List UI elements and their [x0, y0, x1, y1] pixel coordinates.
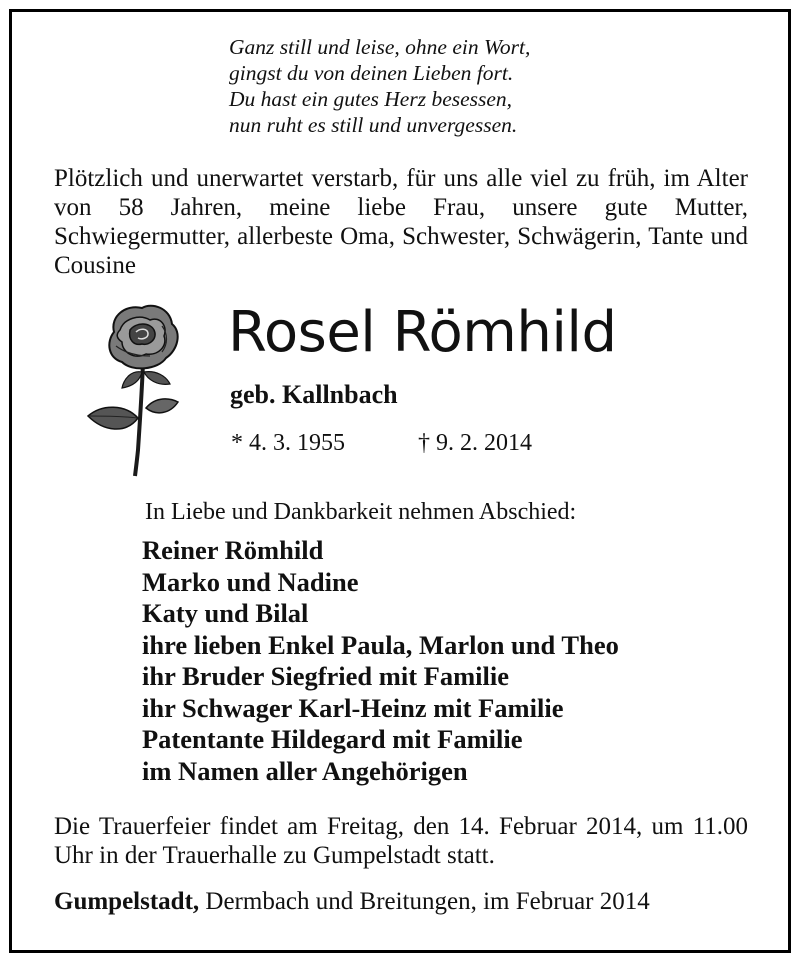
mourner-entry: Marko und Nadine [142, 566, 359, 597]
mourner-entry: Patentante Hildegard mit Familie [142, 724, 523, 754]
rose-icon [80, 300, 200, 480]
mourner-entry: ihr Schwager Karl-Heinz mit Familie [142, 692, 564, 723]
birth-date: * 4. 3. 1955 [231, 430, 345, 456]
mourners-list [142, 535, 619, 787]
mourner-entry: ihr Bruder Siegfried mit Familie [142, 661, 510, 691]
intro-paragraph: Plötzlich und unerwartet verstarb, für uns alle viel zu früh, im Alter von 58 Jahren, meine liebe Frau, unsere gute Mutter, Schwiegermutter, allerbeste Oma, Schwester, Schwägerin, Tante und Cousine [54, 165, 748, 279]
closing-place: Gumpelstadt, [54, 888, 200, 915]
funeral-info: Die Trauerfeier findet am Freitag, den 14. Februar 2014, um 11.00 Uhr in der Trauerhalle zu Gumpelstadt statt. [54, 813, 748, 869]
maiden-name: geb. Kallnbach [230, 380, 398, 409]
closing-rest: Dermbach und Breitungen, im Februar 2014 [199, 888, 650, 915]
memorial-verse [229, 34, 530, 138]
mourner-entry: im Namen aller Angehörigen [142, 755, 468, 786]
mourner-entry: Katy und Bilal [142, 598, 309, 628]
verse-line: gingst du von deinen Lieben fort. [229, 61, 514, 85]
mourner-entry: Reiner Römhild [142, 535, 324, 565]
mourner-entry: ihre lieben Enkel Paula, Marlon und Theo [142, 629, 619, 660]
farewell-line: In Liebe und Dankbarkeit nehmen Abschied: [145, 499, 577, 525]
death-date: † 9. 2. 2014 [418, 430, 532, 456]
verse-line: nun ruht es still und unvergessen. [229, 113, 518, 137]
verse-line: Du hast ein gutes Herz besessen, [229, 87, 513, 111]
verse-line: Ganz still und leise, ohne ein Wort, [229, 35, 531, 59]
closing-line [54, 888, 650, 916]
deceased-name: Rosel Römhild [228, 300, 617, 365]
